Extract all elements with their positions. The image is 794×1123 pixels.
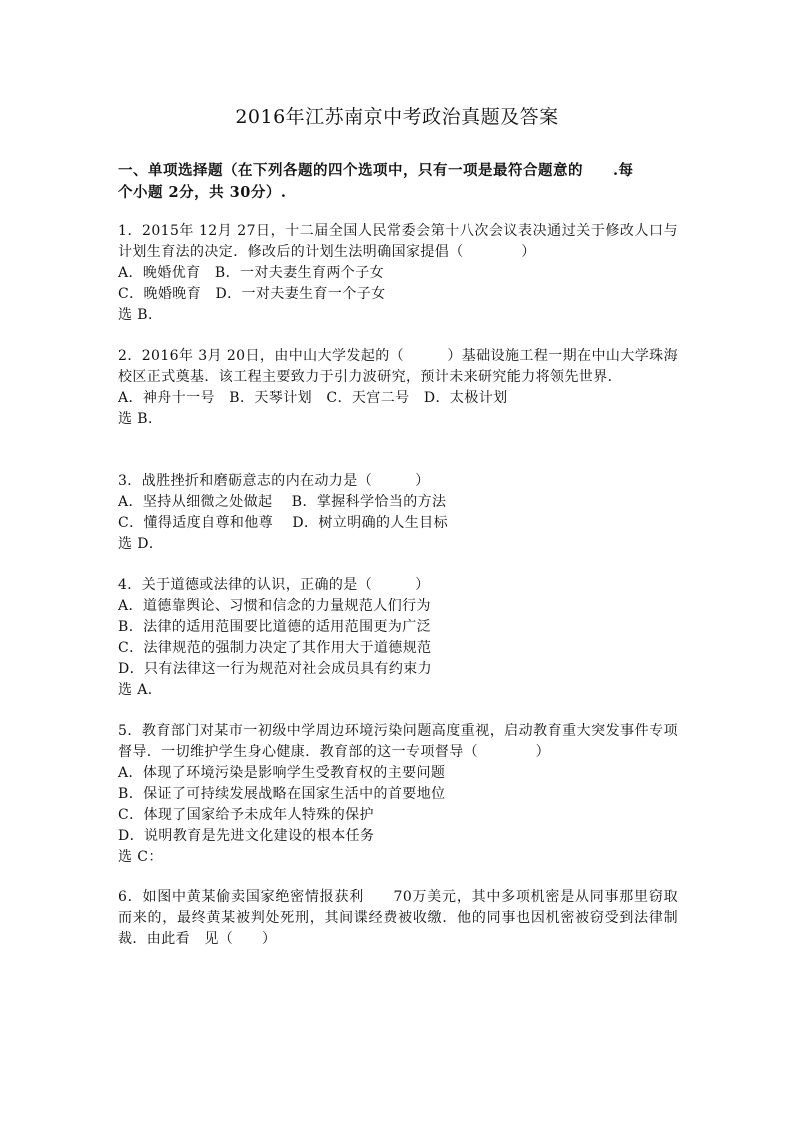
question-option: D．说明教育是先进文化建设的根本任务 (118, 828, 375, 844)
document-title: 2016年江苏南京中考政治真题及答案 (235, 106, 559, 128)
question-stem: 1．2015年 12月 27日，十二届全国人民常委会第十八次会议表决通过关于修改人口与计划生育法的决定．修改后的计划生法明确国家提倡（ ） (118, 223, 678, 260)
question-answer: 选 D． (118, 536, 164, 552)
question-option: A．道德靠舆论、习惯和信念的力量规范人们行为 (118, 598, 431, 614)
section-heading (118, 160, 678, 204)
question-option: A．晚婚优育 B．一对夫妻生育两个子女 (118, 265, 384, 281)
question-option: C．晚婚晚育 D．一对夫妻生育一个子女 (118, 286, 386, 302)
question-stem: 2．2016年 3月 20日，由中山大学发起的（ ）基础设施工程一期在中山大学珠海校区正式奠基．该工程主要致力于引力波研究，预计未来研究能力将领先世界． (118, 348, 678, 385)
section-heading-line-1: 一、单项选择题（在下列各题的四个选项中，只有一项是最符合题意的 .每 (118, 162, 634, 179)
question-option: A．坚持从细微之处做起 B．掌握科学恰当的方法 (118, 494, 447, 510)
question-stem: 6．如图中黄某偷卖国家绝密情报获利 70万美元，其中多项机密是从同事那里窃取而来的，最终黄某被判处死刑，其间谍经费被收缴．他的同事也因机密被窃受到法律制裁．由此看 见（ ） (118, 889, 678, 947)
question-answer: 选 B． (118, 411, 163, 427)
question-answer: 选 A． (118, 682, 163, 698)
question-stem: 3．战胜挫折和磨砺意志的内在动力是（ ） (118, 473, 430, 489)
question-option: D．只有法律这一行为规范对社会成员具有约束力 (118, 661, 433, 677)
question-option: A．体现了环境污染是影响学生受教育权的主要问题 (118, 765, 446, 781)
question-6 (118, 887, 678, 950)
question-answer: 选 C： (118, 849, 163, 865)
question-option: C．懂得适度自尊和他尊 D．树立明确的人生目标 (118, 515, 448, 531)
question-3 (118, 471, 678, 555)
question-answer: 选 B． (118, 307, 163, 323)
question-stem: 4．关于道德或法律的认识，正确的是（ ） (118, 577, 430, 593)
question-4 (118, 575, 678, 701)
question-option: B．法律的适用范围要比道德的适用范围更为广泛 (118, 619, 432, 635)
question-option: C．法律规范的强制力决定了其作用大于道德规范 (118, 640, 432, 656)
question-5 (118, 721, 678, 868)
question-stem: 5．教育部门对某市一初级中学周边环境污染问题高度重视，启动教育重大突发事件专项督导．一切维护学生身心健康．教育部的这一专项督导（ ） (118, 723, 678, 760)
question-option: C．体现了国家给予未成年人特殊的保护 (118, 807, 374, 823)
section-heading-line-2: 个小题 2分，共 30分）. (118, 184, 287, 201)
question-1 (118, 221, 678, 326)
question-2 (118, 346, 678, 430)
question-option: A．神舟十一号 B．天琴计划 C．天宫二号 D．太极计划 (118, 390, 508, 406)
question-option: B．保证了可持续发展战略在国家生活中的首要地位 (118, 786, 446, 802)
